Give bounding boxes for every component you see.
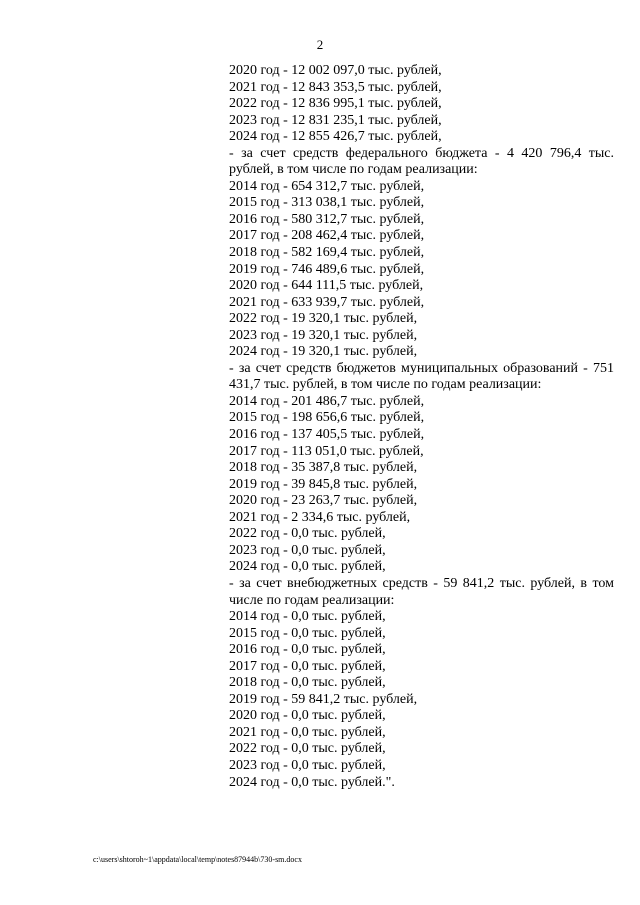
year-line: 2020 год - 0,0 тыс. рублей,	[229, 708, 386, 724]
year-list-municipal	[229, 394, 614, 576]
year-line: 2023 год - 19 320,1 тыс. рублей,	[229, 327, 418, 343]
year-line: 2024 год - 0,0 тыс. рублей,	[229, 559, 386, 575]
year-line: 2023 год - 0,0 тыс. рублей,	[229, 757, 386, 773]
year-list-extrabudgetary	[229, 609, 614, 791]
year-line: 2019 год - 746 489,6 тыс. рублей,	[229, 261, 425, 277]
year-line: 2016 год - 0,0 тыс. рублей,	[229, 642, 386, 658]
municipal-budget-heading: - за счет средств бюджетов муниципальных образований - 751 431,7 тыс. рублей, в том числе по годам реализации:	[229, 360, 614, 393]
year-line: 2020 год - 12 002 097,0 тыс. рублей,	[229, 63, 442, 78]
year-list-federal	[229, 179, 614, 361]
footer-file-path: c:\users\shtoroh~1\appdata\local\temp\notes87944b\730-sm.docx	[93, 855, 302, 864]
year-line: 2017 год - 113 051,0 тыс. рублей,	[229, 443, 424, 459]
year-line: 2017 год - 208 462,4 тыс. рублей,	[229, 228, 425, 244]
year-line: 2021 год - 633 939,7 тыс. рублей,	[229, 294, 425, 310]
year-line: 2024 год - 12 855 426,7 тыс. рублей,	[229, 129, 442, 145]
year-line: 2021 год - 2 334,6 тыс. рублей,	[229, 509, 411, 525]
year-line: 2022 год - 0,0 тыс. рублей,	[229, 526, 386, 542]
year-line: 2016 год - 137 405,5 тыс. рублей,	[229, 427, 425, 443]
year-line: 2014 год - 201 486,7 тыс. рублей,	[229, 393, 425, 409]
year-line: 2022 год - 0,0 тыс. рублей,	[229, 741, 386, 757]
year-line: 2021 год - 12 843 353,5 тыс. рублей,	[229, 79, 442, 95]
year-line: 2024 год - 19 320,1 тыс. рублей,	[229, 344, 418, 360]
year-line: 2015 год - 198 656,6 тыс. рублей,	[229, 410, 425, 426]
year-line: 2017 год - 0,0 тыс. рублей,	[229, 658, 386, 674]
federal-budget-heading: - за счет средств федерального бюджета - 4 420 796,4 тыс. рублей, в том числе по годам реализации:	[229, 145, 614, 178]
year-line: 2015 год - 0,0 тыс. рублей,	[229, 625, 386, 641]
year-line: 2018 год - 35 387,8 тыс. рублей,	[229, 460, 418, 476]
year-line: 2020 год - 644 111,5 тыс. рублей,	[229, 278, 424, 294]
year-line: 2018 год - 0,0 тыс. рублей,	[229, 675, 386, 691]
year-line: 2019 год - 39 845,8 тыс. рублей,	[229, 476, 418, 492]
year-line: 2016 год - 580 312,7 тыс. рублей,	[229, 211, 425, 227]
year-line: 2021 год - 0,0 тыс. рублей,	[229, 724, 386, 740]
page-number: 2	[316, 37, 324, 52]
document-body	[229, 63, 614, 791]
year-line: 2022 год - 12 836 995,1 тыс. рублей,	[229, 96, 442, 112]
year-line: 2023 год - 12 831 235,1 тыс. рублей,	[229, 112, 442, 128]
year-line: 2022 год - 19 320,1 тыс. рублей,	[229, 311, 418, 327]
year-line: 2023 год - 0,0 тыс. рублей,	[229, 542, 386, 558]
year-line: 2018 год - 582 169,4 тыс. рублей,	[229, 245, 425, 261]
year-line: 2020 год - 23 263,7 тыс. рублей,	[229, 493, 418, 509]
extrabudgetary-heading: - за счет внебюджетных средств - 59 841,2 тыс. рублей, в том числе по годам реализации:	[229, 575, 614, 608]
year-line: 2014 год - 0,0 тыс. рублей,	[229, 609, 386, 625]
year-list-total	[229, 63, 614, 146]
year-line: 2019 год - 59 841,2 тыс. рублей,	[229, 691, 418, 707]
year-line: 2014 год - 654 312,7 тыс. рублей,	[229, 178, 425, 194]
year-line: 2015 год - 313 038,1 тыс. рублей,	[229, 195, 425, 211]
year-line: 2024 год - 0,0 тыс. рублей.".	[229, 774, 395, 790]
